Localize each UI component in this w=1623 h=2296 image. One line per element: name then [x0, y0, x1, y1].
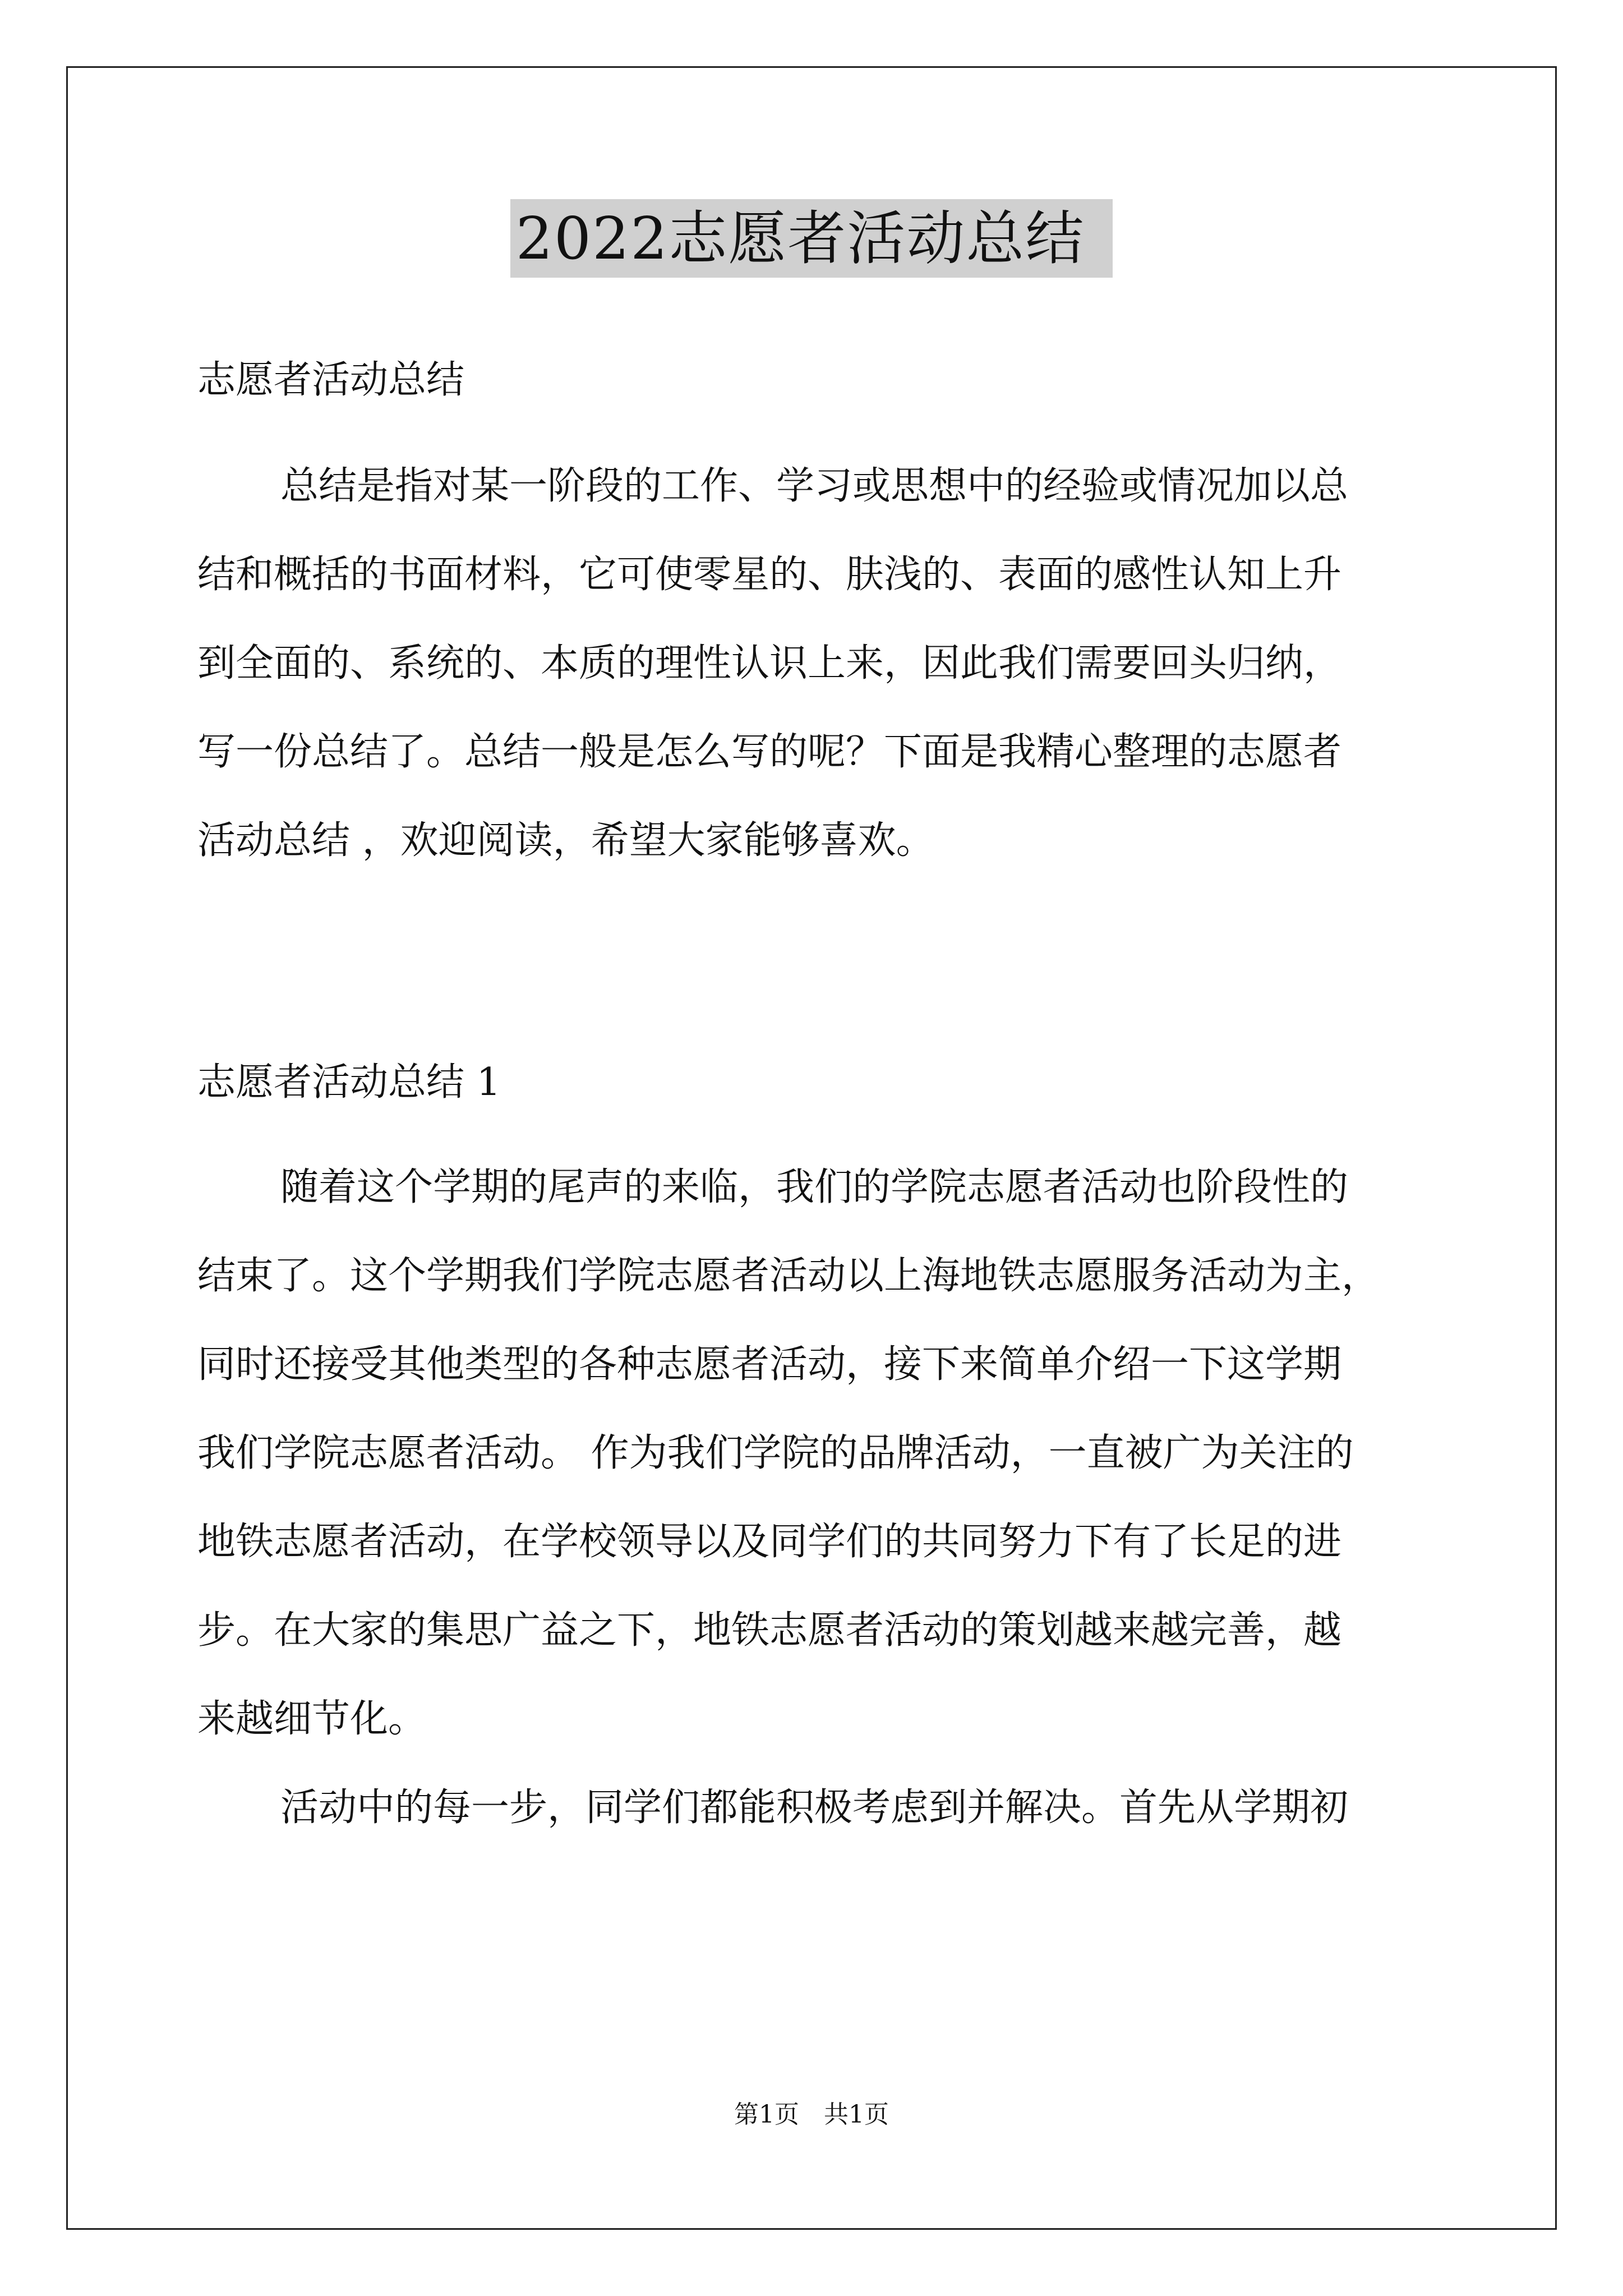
paragraph-line: 来越细节化。	[197, 1697, 427, 1741]
paragraph-line: 写一份总结了。总结一般是怎么写的呢？下面是我精心整理的志愿者	[197, 730, 1342, 774]
paragraph-line: 到全面的、系统的、本质的理性认识上来，因此我们需要回头归纳，	[197, 641, 1342, 685]
paragraph-line: 结和概括的书面材料，它可使零星的、肤浅的、表面的感性认知上升	[197, 553, 1342, 597]
document-title: 2022志愿者活动总结	[510, 199, 1113, 278]
paragraph-line: 活动总结 ，欢迎阅读，希望大家能够喜欢。	[197, 818, 934, 863]
section-1-paragraph	[197, 1143, 1431, 1764]
paragraph-line: 总结是指对某一阶段的工作、学习或思想中的经验或情况加以总	[280, 464, 1349, 508]
paragraph-line: 结束了。这个学期我们学院志愿者活动以上海地铁志愿服务活动为主，	[197, 1254, 1380, 1298]
title-container	[0, 199, 1623, 278]
section-1-heading: 志愿者活动总结 1	[197, 1060, 501, 1105]
paragraph-line: 我们学院志愿者活动。 作为我们学院的品牌活动，一直被广为关注的	[197, 1431, 1354, 1475]
intro-heading: 志愿者活动总结	[197, 358, 465, 402]
paragraph-line: 步。在大家的集思广益之下，地铁志愿者活动的策划越来越完善，越	[197, 1608, 1342, 1653]
page-footer: 第1页 共1页	[734, 2100, 889, 2129]
section-1-paragraph-2	[197, 1764, 1431, 1852]
intro-paragraph	[197, 442, 1431, 885]
paragraph-line: 同时还接受其他类型的各种志愿者活动，接下来简单介绍一下这学期	[197, 1342, 1342, 1387]
paragraph-line: 地铁志愿者活动，在学校领导以及同学们的共同努力下有了长足的进	[197, 1520, 1342, 1564]
paragraph-line: 活动中的每一步，同学们都能积极考虑到并解决。首先从学期初	[280, 1786, 1349, 1830]
paragraph-line: 随着这个学期的尾声的来临，我们的学院志愿者活动也阶段性的	[280, 1165, 1349, 1209]
